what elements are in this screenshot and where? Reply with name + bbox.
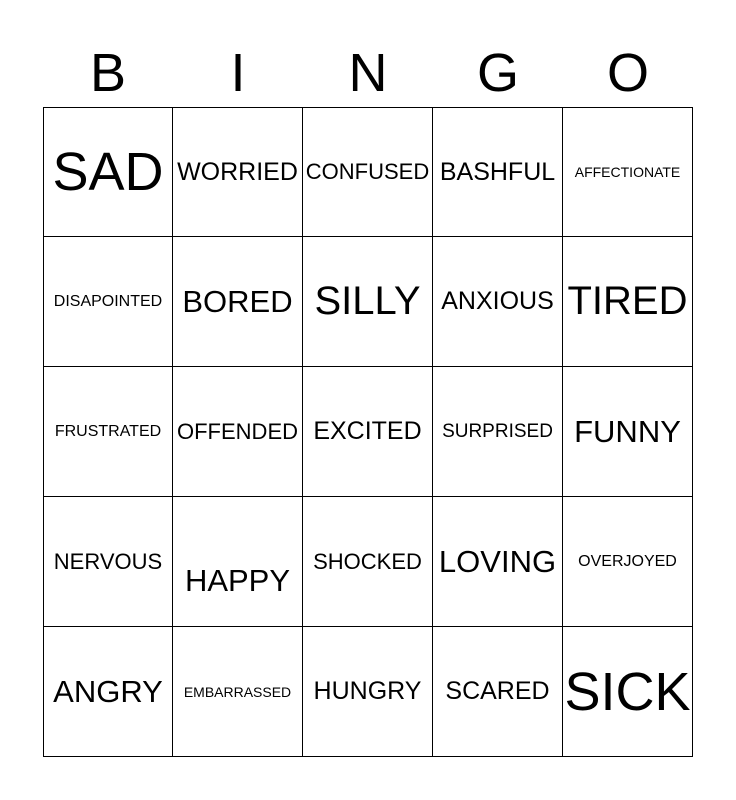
bingo-header [43, 40, 693, 106]
header-letter-i: I [230, 43, 246, 103]
bingo-cell[interactable]: BORED [173, 237, 303, 367]
bingo-cell[interactable]: TIRED [563, 237, 693, 367]
bingo-cell[interactable]: ANXIOUS [433, 237, 563, 367]
header-letter-n: N [348, 43, 388, 103]
bingo-cell[interactable]: NERVOUS [43, 497, 173, 627]
bingo-cell[interactable]: SURPRISED [433, 367, 563, 497]
bingo-cell[interactable]: HUNGRY [303, 627, 433, 757]
header-letter-o: O [606, 43, 649, 103]
bingo-cell[interactable]: AFFECTIONATE [563, 107, 693, 237]
bingo-cell[interactable]: SHOCKED [303, 497, 433, 627]
bingo-cell[interactable]: BASHFUL [433, 107, 563, 237]
bingo-cell[interactable]: OVERJOYED [563, 497, 693, 627]
bingo-cell[interactable]: EXCITED [303, 367, 433, 497]
bingo-cell[interactable]: SILLY [303, 237, 433, 367]
bingo-cell[interactable]: DISAPOINTED [43, 237, 173, 367]
header-letter-g: G [476, 43, 519, 103]
bingo-cell[interactable]: OFFENDED [173, 367, 303, 497]
bingo-cell[interactable]: WORRIED [173, 107, 303, 237]
bingo-cell[interactable]: ANGRY [43, 627, 173, 757]
bingo-cell[interactable]: CONFUSED [303, 107, 433, 237]
bingo-cell[interactable]: EMBARRASSED [173, 627, 303, 757]
bingo-board [43, 107, 693, 757]
bingo-cell[interactable]: HAPPY [173, 497, 303, 627]
bingo-cell[interactable]: LOVING [433, 497, 563, 627]
header-letter-b: B [89, 43, 127, 103]
bingo-cell[interactable]: SICK [563, 627, 693, 757]
bingo-cell[interactable]: SAD [43, 107, 173, 237]
bingo-cell[interactable]: FUNNY [563, 367, 693, 497]
bingo-cell[interactable]: FRUSTRATED [43, 367, 173, 497]
bingo-cell[interactable]: SCARED [433, 627, 563, 757]
